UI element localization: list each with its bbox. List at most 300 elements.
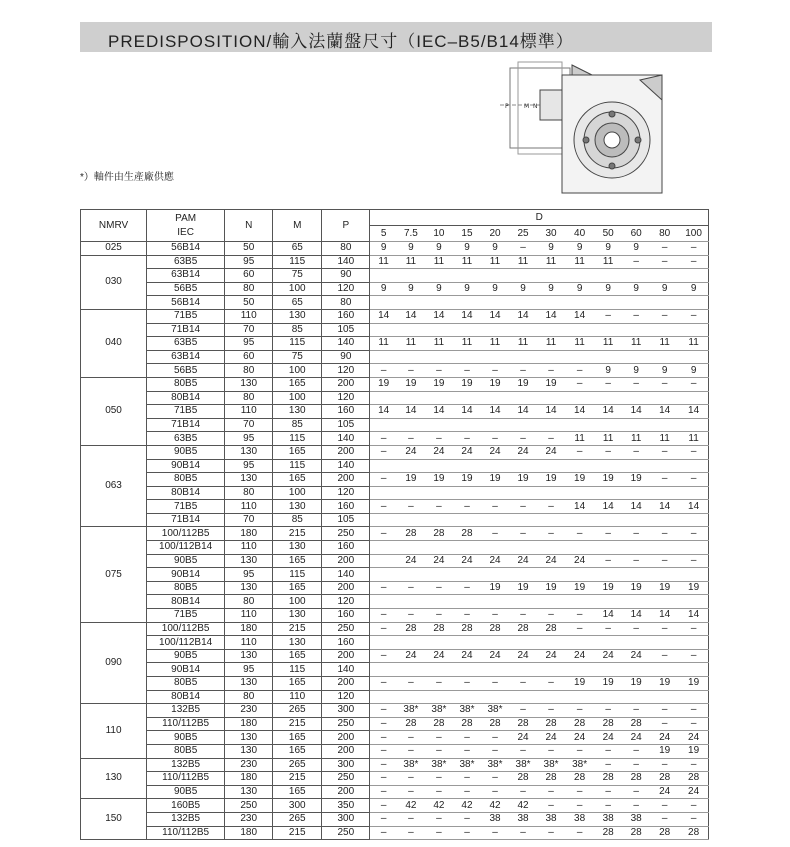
d-value-cell: 9 [537, 282, 565, 296]
p-cell: 105 [322, 418, 370, 432]
d-value-cell [370, 568, 397, 582]
d-value-cell: 9 [594, 282, 622, 296]
d-value-cell [453, 595, 481, 609]
d-value-cell: 38* [509, 758, 537, 772]
d-value-cell: 11 [370, 337, 397, 351]
p-cell: 200 [322, 677, 370, 691]
d-value-cell: – [370, 717, 397, 731]
m-cell: 65 [273, 242, 322, 256]
d-value-cell [594, 486, 622, 500]
pam-cell: 100/112B5 [147, 622, 225, 636]
n-cell: 60 [225, 269, 273, 283]
table-row [81, 364, 709, 378]
d-value-cell: – [650, 309, 679, 323]
n-cell: 130 [225, 677, 273, 691]
d-value-cell: 28 [425, 622, 453, 636]
n-cell: 180 [225, 772, 273, 786]
d-value-cell [537, 296, 565, 310]
d-value-cell: – [481, 677, 509, 691]
d-value-cell [537, 459, 565, 473]
d-value-cell [537, 418, 565, 432]
d-value-cell: 9 [594, 242, 622, 256]
d-value-cell [481, 486, 509, 500]
d-value-cell: 11 [425, 337, 453, 351]
m-cell: 85 [273, 323, 322, 337]
nmrv-cell: 150 [81, 799, 147, 840]
m-cell: 265 [273, 758, 322, 772]
d-value-cell: – [679, 473, 708, 487]
table-row [81, 744, 709, 758]
d-value-cell: – [397, 772, 425, 786]
d-value-cell: – [565, 445, 594, 459]
n-cell: 130 [225, 377, 273, 391]
d-value-cell: 19 [425, 377, 453, 391]
d-value-cell: – [425, 500, 453, 514]
d-value-cell: – [594, 554, 622, 568]
n-cell: 80 [225, 364, 273, 378]
d-value-cell [509, 568, 537, 582]
d-value-cell [679, 663, 708, 677]
d-value-cell: – [425, 785, 453, 799]
p-cell: 300 [322, 758, 370, 772]
pam-cell: 56B5 [147, 282, 225, 296]
n-cell: 130 [225, 581, 273, 595]
d-value-cell: 38* [481, 758, 509, 772]
d-value-cell [509, 513, 537, 527]
d-value-cell: – [481, 527, 509, 541]
pam-cell: 80B14 [147, 595, 225, 609]
d-value-cell [622, 690, 650, 704]
d-value-cell: 24 [397, 554, 425, 568]
d-value-cell: 28 [397, 717, 425, 731]
d-value-cell: – [370, 445, 397, 459]
d-value-cell: 24 [679, 731, 708, 745]
d-value-cell: 14 [679, 609, 708, 623]
d-value-cell: 14 [650, 405, 679, 419]
n-cell: 180 [225, 622, 273, 636]
m-cell: 115 [273, 568, 322, 582]
p-cell: 90 [322, 350, 370, 364]
d-value-cell: 28 [425, 717, 453, 731]
d-value-cell: 19 [679, 581, 708, 595]
d-value-cell: 11 [565, 255, 594, 269]
d-value-cell [650, 541, 679, 555]
d-value-cell [481, 690, 509, 704]
table-row [81, 269, 709, 283]
d-value-cell [594, 391, 622, 405]
nmrv-cell: 040 [81, 309, 147, 377]
table-row [81, 772, 709, 786]
table-row [81, 826, 709, 840]
m-cell: 165 [273, 744, 322, 758]
d-value-cell [481, 595, 509, 609]
d-value-cell: 14 [622, 500, 650, 514]
d-value-cell [397, 269, 425, 283]
m-cell: 115 [273, 459, 322, 473]
p-cell: 160 [322, 609, 370, 623]
pam-cell: 63B14 [147, 350, 225, 364]
d-value-cell [370, 391, 397, 405]
d-value-cell [679, 296, 708, 310]
p-cell: 160 [322, 405, 370, 419]
d-value-cell [509, 663, 537, 677]
d-value-cell: – [425, 364, 453, 378]
d-value-cell: 11 [679, 337, 708, 351]
d-value-cell: 11 [509, 255, 537, 269]
d-value-cell: – [537, 609, 565, 623]
d-value-cell: 28 [509, 717, 537, 731]
d-value-cell [679, 636, 708, 650]
d-value-cell: – [594, 445, 622, 459]
d-value-cell: – [537, 744, 565, 758]
d-value-cell: 28 [650, 772, 679, 786]
d-value-cell: 9 [509, 282, 537, 296]
d-value-cell: 14 [397, 405, 425, 419]
d-value-cell: – [481, 772, 509, 786]
n-cell: 180 [225, 826, 273, 840]
header-nmrv: NMRV [81, 210, 147, 242]
table-row [81, 595, 709, 609]
pam-cell: 90B14 [147, 568, 225, 582]
d-value-cell: 24 [565, 649, 594, 663]
pam-cell: 56B14 [147, 242, 225, 256]
n-cell: 80 [225, 595, 273, 609]
pam-cell: 71B5 [147, 609, 225, 623]
d-value-cell: 11 [650, 432, 679, 446]
header-m: M [273, 210, 322, 242]
d-value-cell: – [481, 826, 509, 840]
d-value-cell: 28 [679, 826, 708, 840]
d-value-cell: – [650, 717, 679, 731]
m-cell: 130 [273, 541, 322, 555]
d-value-cell: – [594, 744, 622, 758]
d-value-cell: 28 [481, 622, 509, 636]
d-value-cell: 9 [565, 282, 594, 296]
n-cell: 95 [225, 432, 273, 446]
d-value-cell [370, 418, 397, 432]
d-value-cell [397, 459, 425, 473]
pam-cell: 132B5 [147, 812, 225, 826]
d-value-cell: 14 [537, 309, 565, 323]
m-cell: 265 [273, 812, 322, 826]
m-cell: 100 [273, 364, 322, 378]
d-value-cell: – [481, 432, 509, 446]
d-value-cell: – [650, 255, 679, 269]
d-value-cell: – [679, 799, 708, 813]
d-value-cell: 24 [565, 731, 594, 745]
d-value-cell: – [370, 758, 397, 772]
d-value-cell: 38 [537, 812, 565, 826]
d-value-cell: – [679, 309, 708, 323]
pam-cell: 71B5 [147, 405, 225, 419]
d-value-cell [565, 513, 594, 527]
d-value-cell [481, 541, 509, 555]
d-value-cell: – [594, 799, 622, 813]
d-value-cell [622, 513, 650, 527]
d-value-cell: – [509, 785, 537, 799]
d-value-cell [370, 663, 397, 677]
d-value-cell [565, 418, 594, 432]
d-value-cell [509, 636, 537, 650]
d-value-cell: – [594, 622, 622, 636]
d-value-cell: – [679, 527, 708, 541]
header-pam: PAM [175, 212, 197, 224]
d-value-cell: – [397, 364, 425, 378]
d-value-cell: – [509, 744, 537, 758]
m-cell: 165 [273, 677, 322, 691]
table-row [81, 242, 709, 256]
d-value-cell: – [622, 799, 650, 813]
pam-cell: 90B5 [147, 731, 225, 745]
d-value-cell [594, 568, 622, 582]
pam-cell: 90B5 [147, 649, 225, 663]
m-cell: 165 [273, 581, 322, 595]
d-value-cell: – [397, 744, 425, 758]
d-value-cell: 11 [537, 337, 565, 351]
d-value-cell: 28 [650, 826, 679, 840]
d-value-cell [594, 296, 622, 310]
pam-cell: 71B14 [147, 323, 225, 337]
d-value-cell: 14 [481, 309, 509, 323]
d-value-cell: 14 [594, 609, 622, 623]
d-value-cell: – [425, 731, 453, 745]
d-value-cell: – [397, 731, 425, 745]
table-row [81, 309, 709, 323]
d-value-cell [509, 459, 537, 473]
d-value-cell: – [650, 799, 679, 813]
d-value-cell: 11 [397, 255, 425, 269]
nmrv-cell: 090 [81, 622, 147, 704]
d-value-cell: – [565, 364, 594, 378]
d-value-cell: – [650, 649, 679, 663]
d-value-cell: – [453, 364, 481, 378]
d-value-cell [453, 636, 481, 650]
d-value-cell: 11 [425, 255, 453, 269]
d-value-cell [370, 595, 397, 609]
n-cell: 80 [225, 486, 273, 500]
d-value-cell: 14 [509, 309, 537, 323]
d-value-cell: – [481, 744, 509, 758]
d-value-cell [425, 568, 453, 582]
d-value-cell: 19 [594, 473, 622, 487]
d-value-cell [622, 486, 650, 500]
m-cell: 130 [273, 636, 322, 650]
d-value-cell [453, 486, 481, 500]
table-row [81, 799, 709, 813]
d-value-cell: 9 [594, 364, 622, 378]
p-cell: 200 [322, 377, 370, 391]
d-value-cell [425, 595, 453, 609]
d-value-cell: 11 [650, 337, 679, 351]
pam-cell: 100/112B14 [147, 636, 225, 650]
d-value-cell: – [679, 649, 708, 663]
table-row [81, 418, 709, 432]
d-value-cell: 9 [679, 364, 708, 378]
d-value-cell: – [370, 772, 397, 786]
p-cell: 350 [322, 799, 370, 813]
table-row [81, 405, 709, 419]
d-value-cell [679, 459, 708, 473]
d-value-cell: 28 [509, 622, 537, 636]
d-value-cell [594, 690, 622, 704]
d-value-cell: 14 [679, 500, 708, 514]
table-row [81, 282, 709, 296]
d-value-cell [509, 418, 537, 432]
table-row [81, 445, 709, 459]
d-value-cell: – [594, 309, 622, 323]
d-value-cell: 28 [537, 717, 565, 731]
n-cell: 110 [225, 309, 273, 323]
d-value-cell: – [679, 445, 708, 459]
d-value-cell [594, 418, 622, 432]
header-d-col: 10 [425, 226, 453, 242]
m-cell: 165 [273, 785, 322, 799]
p-cell: 140 [322, 568, 370, 582]
d-value-cell: – [622, 255, 650, 269]
d-value-cell: – [622, 309, 650, 323]
d-value-cell: 19 [622, 581, 650, 595]
d-value-cell: 9 [481, 242, 509, 256]
pam-cell: 100/112B14 [147, 541, 225, 555]
d-value-cell [565, 323, 594, 337]
d-value-cell: – [594, 758, 622, 772]
d-value-cell: – [565, 785, 594, 799]
table-row [81, 323, 709, 337]
pam-cell: 90B5 [147, 445, 225, 459]
d-value-cell [453, 663, 481, 677]
d-value-cell [537, 690, 565, 704]
p-cell: 90 [322, 269, 370, 283]
d-value-cell: 24 [425, 649, 453, 663]
d-value-cell: 24 [537, 554, 565, 568]
d-value-cell: – [370, 364, 397, 378]
table-row [81, 690, 709, 704]
d-value-cell: – [481, 364, 509, 378]
table-row [81, 554, 709, 568]
d-value-cell: 24 [425, 445, 453, 459]
d-value-cell: 28 [397, 622, 425, 636]
n-cell: 180 [225, 717, 273, 731]
d-value-cell: – [679, 717, 708, 731]
d-value-cell: – [370, 527, 397, 541]
d-value-cell [537, 568, 565, 582]
diagram-label-n: N [533, 103, 538, 110]
m-cell: 85 [273, 418, 322, 432]
pam-cell: 110/112B5 [147, 772, 225, 786]
d-value-cell: – [679, 242, 708, 256]
p-cell: 120 [322, 364, 370, 378]
m-cell: 165 [273, 473, 322, 487]
d-value-cell [397, 391, 425, 405]
d-value-cell [509, 595, 537, 609]
d-value-cell: 24 [622, 649, 650, 663]
d-value-cell: 11 [509, 337, 537, 351]
p-cell: 160 [322, 309, 370, 323]
d-value-cell: 19 [650, 581, 679, 595]
n-cell: 50 [225, 296, 273, 310]
d-value-cell [650, 663, 679, 677]
d-value-cell [537, 350, 565, 364]
d-value-cell: – [622, 377, 650, 391]
d-value-cell: 28 [453, 527, 481, 541]
d-value-cell [679, 391, 708, 405]
d-value-cell: – [397, 677, 425, 691]
header-pam-iec [147, 210, 225, 242]
d-value-cell: – [453, 677, 481, 691]
table-row [81, 255, 709, 269]
table-row [81, 459, 709, 473]
d-value-cell: – [425, 609, 453, 623]
m-cell: 75 [273, 350, 322, 364]
d-value-cell [537, 541, 565, 555]
n-cell: 130 [225, 445, 273, 459]
d-value-cell: 28 [622, 826, 650, 840]
d-value-cell: – [565, 622, 594, 636]
d-value-cell: – [370, 744, 397, 758]
d-value-cell: – [370, 731, 397, 745]
d-value-cell: – [622, 445, 650, 459]
d-value-cell: 38 [622, 812, 650, 826]
d-value-cell: – [453, 609, 481, 623]
d-value-cell: 9 [370, 242, 397, 256]
d-value-cell [650, 636, 679, 650]
d-value-cell: 19 [397, 377, 425, 391]
d-value-cell [453, 350, 481, 364]
d-value-cell [650, 486, 679, 500]
d-value-cell: 14 [565, 500, 594, 514]
d-value-cell: – [565, 527, 594, 541]
p-cell: 105 [322, 323, 370, 337]
d-value-cell: 42 [509, 799, 537, 813]
p-cell: 250 [322, 527, 370, 541]
d-value-cell: – [453, 432, 481, 446]
title-bar [80, 22, 712, 52]
d-value-cell [622, 568, 650, 582]
d-value-cell [370, 486, 397, 500]
n-cell: 130 [225, 744, 273, 758]
d-value-cell: 11 [622, 432, 650, 446]
d-value-cell [565, 459, 594, 473]
d-value-cell: 9 [650, 364, 679, 378]
p-cell: 250 [322, 826, 370, 840]
d-value-cell: 14 [622, 609, 650, 623]
d-value-cell: 11 [622, 337, 650, 351]
d-value-cell [622, 323, 650, 337]
d-value-cell: – [509, 432, 537, 446]
m-cell: 130 [273, 309, 322, 323]
flange-diagram [500, 60, 670, 195]
m-cell: 165 [273, 731, 322, 745]
n-cell: 50 [225, 242, 273, 256]
d-value-cell [370, 296, 397, 310]
d-value-cell: 24 [509, 554, 537, 568]
table-row [81, 758, 709, 772]
n-cell: 230 [225, 758, 273, 772]
table-row [81, 337, 709, 351]
d-value-cell: – [370, 473, 397, 487]
d-value-cell: 14 [594, 500, 622, 514]
m-cell: 100 [273, 595, 322, 609]
d-value-cell: 24 [425, 554, 453, 568]
table-row [81, 812, 709, 826]
d-value-cell [650, 568, 679, 582]
d-value-cell: 9 [622, 364, 650, 378]
d-value-cell: – [425, 677, 453, 691]
d-value-cell: 24 [481, 649, 509, 663]
table-row [81, 473, 709, 487]
d-value-cell: – [650, 812, 679, 826]
d-value-cell: – [425, 744, 453, 758]
